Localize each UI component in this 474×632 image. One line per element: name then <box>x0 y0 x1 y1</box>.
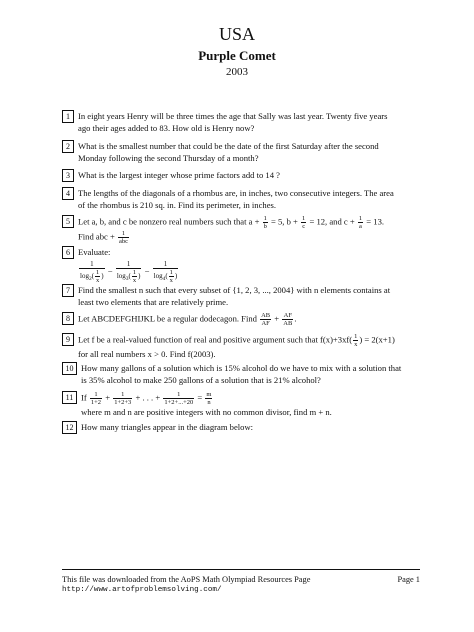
footer-divider <box>62 569 420 570</box>
page-number: Page 1 <box>397 575 420 584</box>
footer <box>62 575 420 594</box>
problem-number: 2 <box>62 140 74 153</box>
contest-year: 2003 <box>226 66 248 78</box>
problem-number: 5 <box>62 215 74 228</box>
problem-text-line: is 35% alcohol to make 250 gallons of a solution that is 21% alcohol? <box>81 375 321 385</box>
problem-text-line: Let f be a real-valued function of real and positive argument such that f(x)+3xf( $\frac{1}{x}$ ) = 2(x+1) <box>78 333 395 348</box>
problem-text-line: The lengths of the diagonals of a rhombus are, in inches, two consecutive integers. The area <box>78 188 394 198</box>
problem-text-line: Let a, b, and c be nonzero real numbers such that a + $\frac{1}{b}$ = 5, b + $\frac{1}{c}$ = 12, and c + $\frac{1}{a}$ = 13. <box>78 215 385 230</box>
problem-text-line: Evaluate: <box>78 247 111 257</box>
problem-text-line: What is the largest integer whose prime factors add to 14 ? <box>78 170 280 180</box>
problem-text-line: Find the smallest n such that every subset of {1, 2, 3, ..., 2004} with n elements contains at <box>78 285 391 295</box>
problem-text-line: ago their ages added to 83. How old is Henry now? <box>78 123 255 133</box>
footer-source-text: This file was downloaded from the AoPS Math Olympiad Resources Page <box>62 575 311 584</box>
problem-number: 4 <box>62 187 74 200</box>
problem-text-line: Monday following the second Thursday of a month? <box>78 153 259 163</box>
country-title: USA <box>218 24 255 44</box>
contest-name: Purple Comet <box>198 48 276 63</box>
problem-text-line: What is the smallest number that could be the date of the first Saturday after the second <box>78 141 379 151</box>
problem-text-line: for all real numbers x > 0. Find f(2003). <box>78 349 216 359</box>
problem-text-line: least two elements that are relatively prime. <box>78 297 229 307</box>
problem-text-line: where m and n are positive integers with no common divisor, find m + n. <box>81 407 332 417</box>
problem-number: 12 <box>62 421 77 434</box>
problem-text-line: In eight years Henry will be three times the age that Sally was last year. Twenty five years <box>78 111 388 121</box>
problem-number: 11 <box>62 391 77 404</box>
problem-number: 7 <box>62 284 74 297</box>
problem-text-line: How many gallons of a solution which is 15% alcohol do we have to mix with a solution that <box>81 363 402 373</box>
problem-text-line: of the rhombus is 210 sq. in. Find its perimeter, in inches. <box>78 200 277 210</box>
problem-number: 10 <box>62 362 77 375</box>
problem-text-line: If $\frac{1}{1+2}$ + $\frac{1}{1+2+3}$ + . . . + $\frac{1}{1+2+...+20}$ = $\frac{m}{n}$ <box>81 391 212 406</box>
problem-number: 8 <box>62 312 74 325</box>
footer-url-link[interactable]: http://www.artofproblemsolving.com/ <box>62 586 222 594</box>
problem-text-line: How many triangles appear in the diagram below: <box>81 422 254 432</box>
problem-text-line: Let ABCDEFGHIJKL be a regular dodecagon. Find $\frac{AB}{AF}$ + $\frac{AF}{AB}$ . <box>78 312 297 327</box>
math-expression: 1 $\log_2$( $\frac{1}{x}$ ) − 1 $\log_3$( $\frac{1}{x}$ ) − 1 $\log_4$( $\frac{1}{x}$ ) <box>80 260 178 284</box>
problem-text-line: Find abc + $\frac{1}{\text{abc}}$ <box>78 230 129 245</box>
problem-number: 6 <box>62 246 74 259</box>
problem-number: 3 <box>62 169 74 182</box>
problem-number: 9 <box>62 333 74 346</box>
problem-number: 1 <box>62 110 74 123</box>
